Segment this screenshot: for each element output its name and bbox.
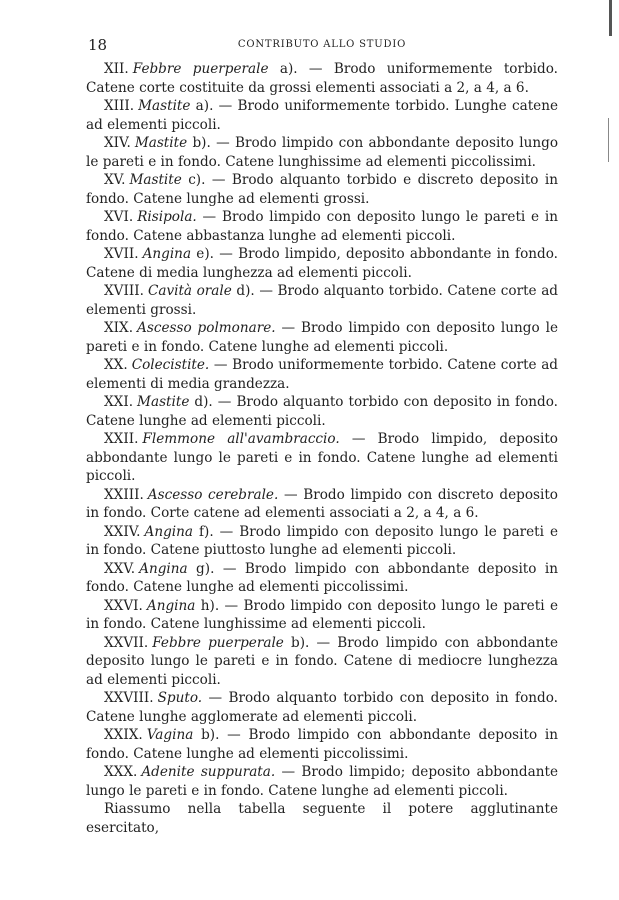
entry-number: XXI. [104,394,134,410]
entry-source: Risipola. [137,209,197,225]
entry-source: Mastite [129,172,182,188]
entry-number: XXVII. [104,634,149,651]
entry-number: XXII. [104,431,139,447]
list-item [86,208,558,245]
closing-paragraph: Riassumo nella tabella seguente il potere agglutinante esercitato, [86,801,558,836]
entry-source: Sputo. [157,690,203,706]
entry-description: — Brodo limpido con deposito lungo le pareti e in fondo. Catene lunghe ad elementi piccoli. [86,320,558,355]
entry-description: a). — Brodo uniformemente torbido. Lunghe catene ad elementi piccoli. [86,98,558,133]
entry-description: d). — Brodo alquanto torbido con deposito in fondo. Catene lunghe ad elementi piccoli. [86,394,558,429]
entry-number: XXIII. [104,486,144,503]
entry-number: XVIII. [104,283,144,299]
list-item [86,319,558,356]
entry-source: Ascesso polmonare. [137,320,276,336]
entry-source: Angina [142,246,192,262]
entry-description: — Brodo limpido, deposito abbondante lungo le pareti e in fondo. Catene lunghe ad elementi piccoli. [86,431,558,484]
list-item [86,245,558,282]
entry-description: — Brodo limpido; deposito abbondante lungo le pareti e in fondo. Catene lunghe ad elementi piccoli. [86,764,558,799]
entry-number: XIX. [104,320,134,336]
scan-edge-mark [608,118,609,162]
entry-number: XVII. [104,246,139,262]
entry-source: Colecistite. [131,357,210,373]
page-number: 18 [88,36,108,54]
entry-description: — Brodo uniformemente torbido. Catene corte ad elementi di media grandezza. [86,357,558,392]
entry-source: Mastite [138,98,191,114]
scan-edge-mark [609,0,612,36]
page-header [88,36,556,56]
entry-number: XV. [104,172,126,188]
list-item [86,486,558,523]
entry-description: b). — Brodo limpido con abbondante deposito in fondo. Catene lunghe ad elementi piccolissimi. [86,727,558,762]
list-item [86,726,558,763]
entry-source: Cavità orale [147,283,232,299]
entry-description: b). — Brodo limpido con abbondante deposito lungo le pareti e in fondo. Catene di mediocre lunghezza ad elementi piccoli. [86,634,558,688]
list-item [86,689,558,726]
entry-description: — Brodo limpido con discreto deposito in fondo. Corte catene ad elementi associati a 2, a 4, a 6. [86,486,558,521]
entry-source: Vagina [146,727,194,743]
entry-number: XVI. [104,209,134,225]
entry-source: Febbre puerperale [132,61,269,77]
entry-description: a). — Brodo uniformemente torbido. Catene corte costituite da grossi elementi associati a 2, a 4, a 6. [86,61,558,96]
list-item [86,597,558,634]
entry-description: e). — Brodo limpido, deposito abbondante in fondo. Catene di media lunghezza ad elementi piccoli. [86,246,558,281]
entry-description: g). — Brodo limpido con abbondante deposito in fondo. Catene lunghe ad elementi piccolissimi. [86,560,558,595]
list-item [86,60,558,97]
entry-number: XXX. [104,764,138,780]
list-item [86,134,558,171]
entry-number: XXV. [104,560,136,577]
list-item [86,282,558,319]
list-item [86,393,558,430]
entry-number: XIV. [104,135,131,151]
entry-source: Febbre puerperale [152,634,284,651]
entry-source: Mastite [134,135,188,151]
entry-description: d). — Brodo alquanto torbido. Catene corte ad elementi grossi. [86,283,558,318]
entry-source: Adenite suppurata. [141,764,276,780]
entry-description: b). — Brodo limpido con abbondante deposito lungo le pareti e in fondo. Catene lunghissime ad elementi piccolissimi. [86,135,558,170]
body-text [86,60,558,837]
entry-number: XII. [104,61,129,77]
list-item [86,634,558,690]
running-title: CONTRIBUTO ALLO STUDIO [237,39,407,50]
entry-source: Ascesso cerebrale. [147,486,279,503]
list-item [86,763,558,800]
list-item [86,430,558,486]
list-item [86,523,558,560]
entry-number: XIII. [104,98,135,114]
entry-source: Angina [139,560,188,577]
entry-description: — Brodo limpido con deposito lungo le pareti e in fondo. Catene abbastanza lunghe ad elementi piccoli. [86,209,558,244]
entry-source: Flemmone all'avambraccio. [142,431,340,447]
entry-number: XXVIII. [104,690,154,706]
entry-source: Angina [144,523,193,540]
entry-source: Mastite [137,394,190,410]
entry-description: c). — Brodo alquanto torbido e discreto deposito in fondo. Catene lunghe ad elementi grossi. [86,172,558,207]
entry-number: XXIV. [104,523,141,540]
entry-number: XX. [104,357,128,373]
entry-number: XXIX. [104,727,143,743]
entry-description: h). — Brodo limpido con deposito lungo le pareti e in fondo. Catene lunghissime ad elementi piccoli. [86,597,558,632]
entry-source: Angina [146,597,196,614]
list-item [86,560,558,597]
list-item [86,97,558,134]
list-item [86,171,558,208]
list-item [86,356,558,393]
entry-description: — Brodo alquanto torbido con deposito in fondo. Catene lunghe agglomerate ad elementi piccoli. [86,690,558,725]
entry-description: f). — Brodo limpido con deposito lungo le pareti e in fondo. Catene piuttosto lunghe ad elementi piccoli. [86,523,558,558]
entry-number: XXVI. [104,597,143,614]
